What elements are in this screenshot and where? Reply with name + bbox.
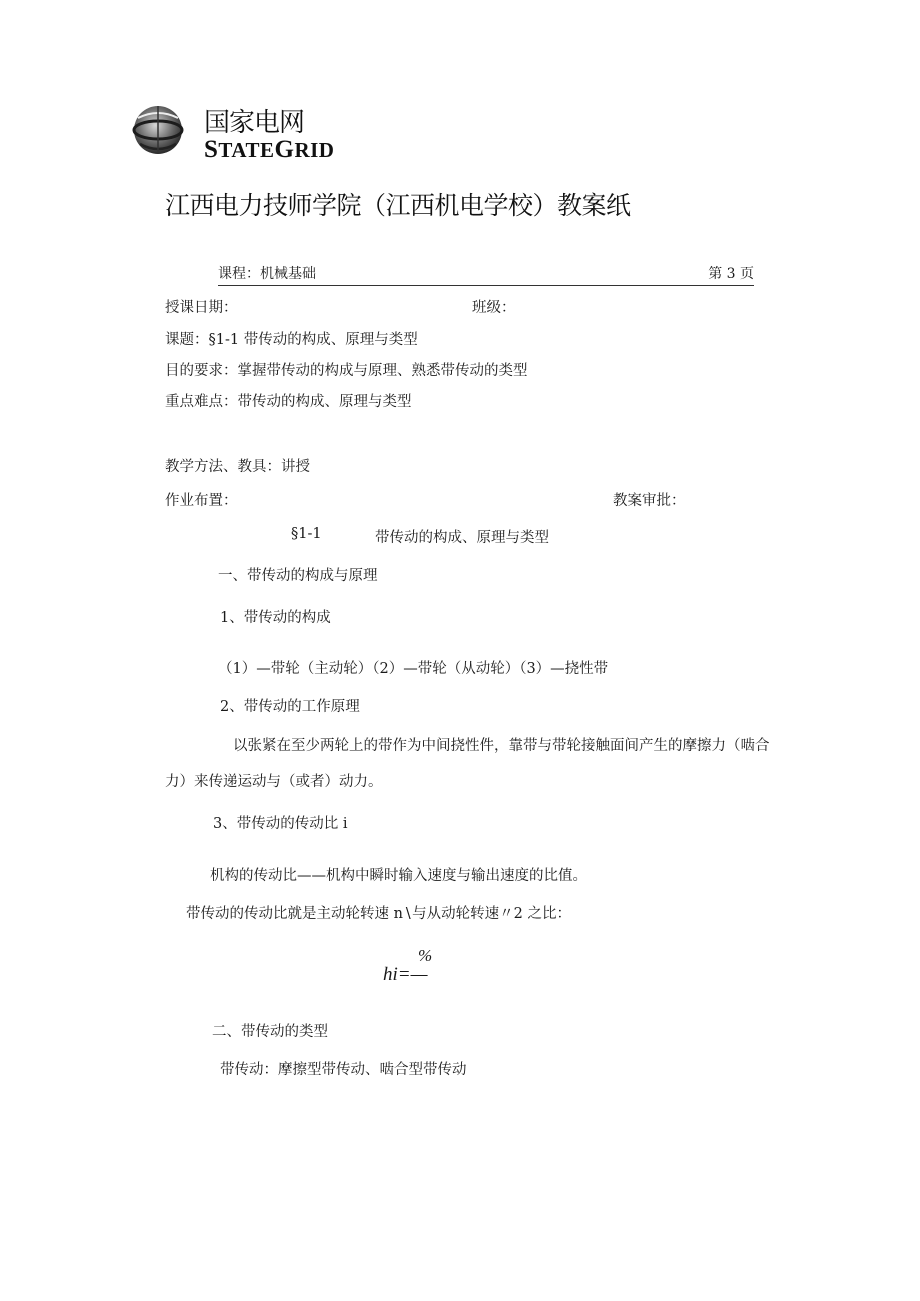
keypoints-line: 重点难点：带传动的构成、原理与类型 — [165, 394, 412, 410]
belt-types: 带传动：摩擦型带传动、啮合型带传动 — [220, 1062, 467, 1078]
brand-name-en: STATEGRID — [204, 136, 335, 163]
part-one-heading: 一、带传动的构成与原理 — [218, 568, 378, 584]
ratio-description: 带传动的传动比就是主动轮转速 n∖与从动轮转速〃2 之比： — [186, 906, 572, 922]
principle-line-2: 力）来传递运动与（或者）动力。 — [165, 774, 383, 790]
course-line — [218, 263, 754, 286]
objective-line: 目的要求：掌握带传动的构成与原理、熟悉带传动的类型 — [165, 363, 528, 379]
document-title: 江西电力技师学院（江西机电学校）教案纸 — [165, 191, 631, 220]
ratio-definition: 机构的传动比——机构中瞬时输入速度与输出速度的比值。 — [210, 868, 587, 884]
components-list: （1）—带轮（主动轮）（2）—带轮（从动轮）（3）—挠性带 — [218, 661, 609, 677]
page-number: 第 3 页 — [708, 266, 754, 282]
topic-line: 课题：§1-1 带传动的构成、原理与类型 — [165, 332, 418, 348]
approval-label: 教案审批： — [613, 493, 686, 509]
item-one-heading: 1、带传动的构成 — [220, 610, 331, 626]
date-label: 授课日期： — [165, 300, 238, 316]
state-grid-logo-icon — [130, 104, 186, 156]
formula-numerator: % — [418, 946, 433, 965]
section-number: §1-1 — [291, 526, 322, 542]
method-line: 教学方法、教具：讲授 — [165, 459, 310, 475]
homework-label: 作业布置： — [165, 493, 238, 509]
item-two-heading: 2、带传动的工作原理 — [220, 699, 360, 715]
part-two-heading: 二、带传动的类型 — [212, 1024, 328, 1040]
item-three-heading: 3、带传动的传动比 i — [213, 816, 348, 832]
section-title: 带传动的构成、原理与类型 — [375, 530, 549, 546]
formula-main: hi=— — [383, 964, 428, 985]
course-label: 课程：机械基础 — [218, 266, 316, 282]
class-label: 班级： — [472, 300, 516, 316]
principle-line-1: 以张紧在至少两轮上的带作为中间挠性件，靠带与带轮接触面间产生的摩擦力（啮合 — [233, 738, 770, 754]
brand-name-cn: 国家电网 — [204, 108, 305, 138]
